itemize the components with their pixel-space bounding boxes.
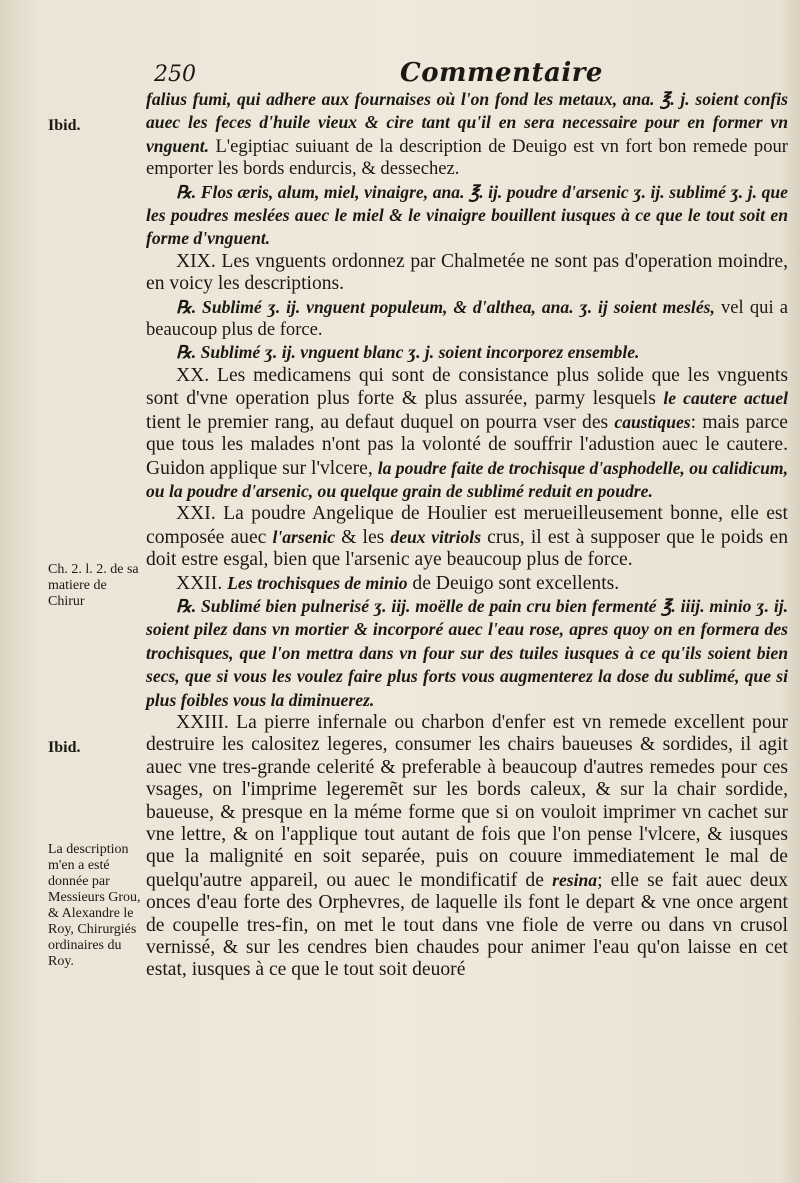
text-segment: & les	[335, 526, 391, 548]
text-segment: : mais parce que tous les malades n'ont pas la volonté de souffrir l'adustion auec le cautere. Guidon applique sur l'vlcere,	[146, 411, 788, 479]
paragraph	[146, 595, 788, 712]
paragraph	[146, 296, 788, 342]
italic-text-segment: resina	[552, 869, 598, 890]
text-segment: tient le premier rang, au defaut duquel on pourra vser des	[146, 411, 615, 433]
text-segment: XXIII. La pierre infernale ou charbon d'enfer est vn remede excellent pour destruire les calositez legeres, consumer les chairs baueuses & sordides, il agit auec vne tres-grande celerité & preferable à beaucoup d'autres remedes pour ces vsages, on l'imprime legeremẽt sur les bords caleux, & sur la chair sordide, baueuse, & presque en la méme forme que si on vouloit imprimer vn cachet sur vne lettre, & on l'applique tout autant de fois que l'on pense l'vlcere, & iusques que la malignité en soit separée, puis on couure immediatement le mal de quelqu'autre appareil, ou auec le mondificatif de	[146, 711, 788, 891]
paragraph	[146, 572, 788, 595]
running-title: Commentaire	[400, 58, 603, 88]
text-segment: L'egiptiac suiuant de la description de Deuigo est vn fort bon remede pour emporter les bords endurcis, & dessechez.	[146, 135, 788, 180]
text-segment: XIX. Les vnguents ordonnez par Chalmetée ne sont pas d'operation moindre, en voicy les descriptions.	[146, 250, 788, 295]
paragraph	[146, 712, 788, 982]
italic-text-segment: ℞. Sublimé bien pulnerisé ʒ. iij. moëlle de pain cru bien fermenté ℥. iiij. minio ʒ. ij. soient pilez dans vn mortier & incorporé auec l'eau rose, apres quoy on en formera des trochisques, que l'on mettra dans vn four sur des tuiles iusques à ce qu'ils soient bien secs, que si vous les voulez faire plus forts vous augmenterez la dose du sublimé, que si plus foibles vous la diminuerez.	[146, 595, 788, 710]
text-segment: XXII.	[176, 572, 228, 594]
text-segment: XX. Les medicamens qui sont de consistance plus solide que les vnguents sont d'vne operation plus forte & plus assurée, parmy lesquels	[146, 364, 788, 410]
italic-text-segment: ℞. Sublimé ʒ. ij. vnguent populeum, & d'althea, ana. ʒ. ij soient meslés,	[176, 296, 715, 317]
paragraph	[146, 365, 788, 503]
italic-text-segment: caustiques	[614, 411, 691, 432]
text-segment: de Deuigo sont excellents.	[407, 572, 620, 594]
text-segment: XXI. La poudre Angelique de Houlier est merueilleusement bonne, elle est composée auec	[146, 503, 788, 548]
paragraph	[146, 251, 788, 296]
italic-text-segment: le cautere actuel	[663, 388, 788, 409]
paragraph	[146, 181, 788, 251]
italic-text-segment: falius fumi, qui adhere aux fournaises où l'on fond les metaux, ana. ℥. j. soient confis auec les feces d'huile vieux & cire tant qu'il en sera necessaire pour en former vn vnguent.	[146, 89, 788, 156]
italic-text-segment: deux vitriols	[390, 526, 482, 547]
paragraph	[146, 88, 788, 181]
margin-note-ibid-1: Ibid.	[48, 117, 81, 134]
italic-text-segment: Les trochisques de minio	[227, 572, 408, 593]
italic-text-segment: ℞. Flos æris, alum, miel, vinaigre, ana. ℥. ij. poudre d'arsenic ʒ. ij. sublimé ʒ. j. que les poudres meslées auec le miel & le vinaigre bouillent iusques à ce que le tout soit en forme d'vnguent.	[146, 181, 788, 249]
italic-text-segment: la poudre faite de trochisque d'asphodelle, ou calidicum, ou la poudre d'arsenic, ou quelque grain de sublimé reduit en poudre.	[146, 457, 788, 501]
page-body-text	[146, 88, 788, 982]
margin-note-ibid-2: Ibid.	[48, 739, 81, 756]
paragraph	[146, 503, 788, 571]
margin-note-chapter-ref: Ch. 2. l. 2. de sa matiere de Chirur	[48, 562, 139, 609]
page-number: 250	[154, 62, 196, 87]
italic-text-segment: l'arsenic	[272, 526, 336, 547]
paragraph	[146, 341, 788, 364]
italic-text-segment: ℞. Sublimé ʒ. ij. vnguent blanc ʒ. j. soient incorporez ensemble.	[176, 342, 640, 363]
text-segment: crus, il est à supposer que le poids en doit estre esgal, bien que l'arsenic aye beaucoup plus de force.	[146, 526, 788, 571]
text-segment: vel qui a beaucoup plus de force.	[146, 296, 788, 341]
margin-note-description-source: La description m'en a esté donnée par Messieurs Grou, & Alexandre le Roy, Chirurgiés ordinaires du Roy.	[48, 842, 141, 969]
text-segment: ; elle se fait auec deux onces d'eau forte des Orphevres, de laquelle ils font le depart & vne once argent de coupelle tres-fin, on met le tout dans vne fiole de verre ou dans vn crusol vernissé, & sur les cendres bien chaudes pour animer l'eau qu'on laisse en cet estat, iusques à ce que le tout soit deuoré	[146, 869, 789, 981]
